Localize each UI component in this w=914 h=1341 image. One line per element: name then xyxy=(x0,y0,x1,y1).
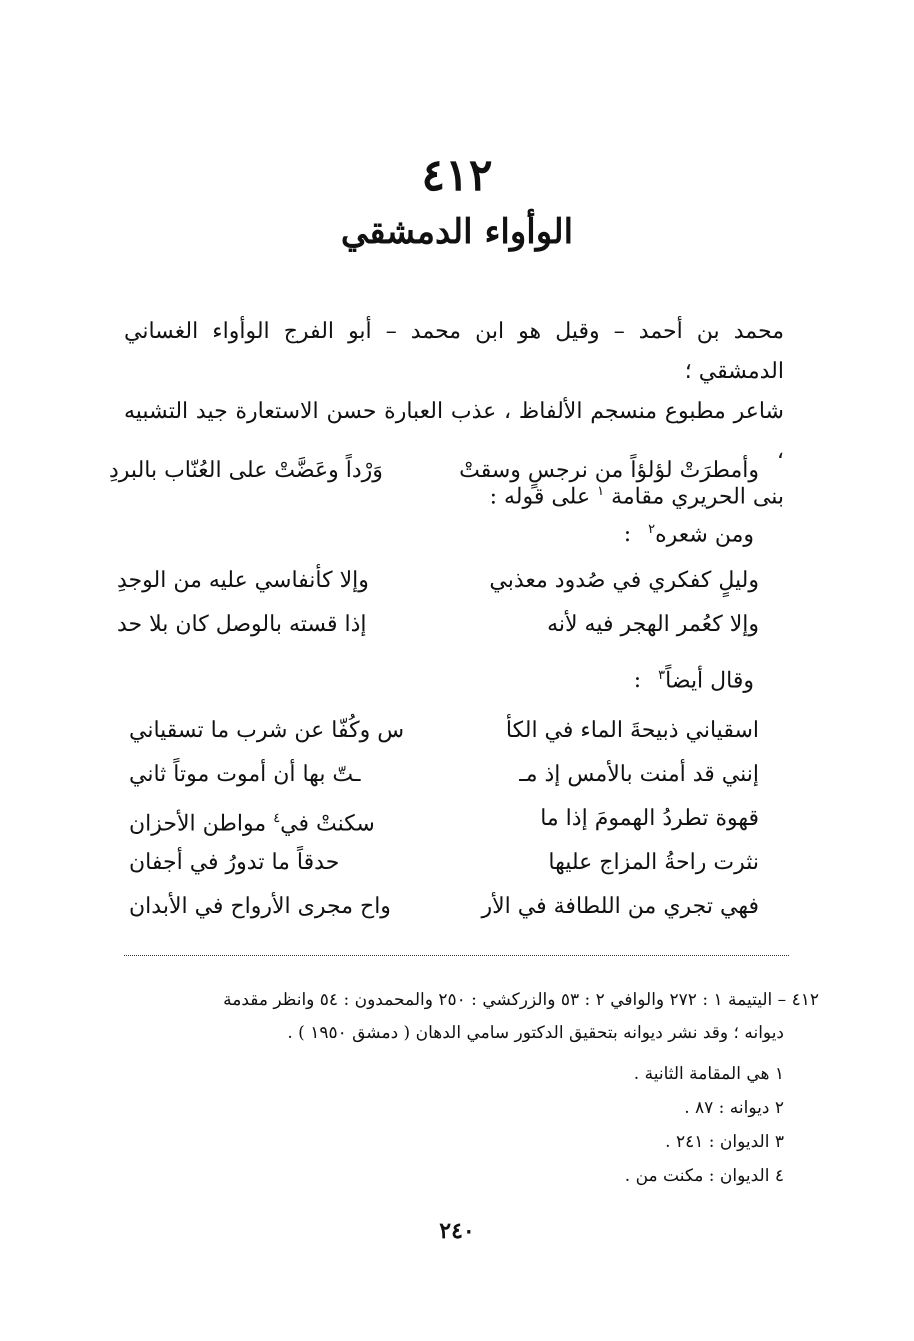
verse-hemistich-first: وليلٍ كفكري في صُدود معذبي xyxy=(489,568,759,593)
page-number: ٢٤٠ xyxy=(439,1218,475,1244)
footnote-item: ٤ الديوان : مكنت من . xyxy=(624,1166,784,1186)
entry-number: ٤١٢ xyxy=(421,150,493,201)
footnote-item: ١ هي المقامة الثانية . xyxy=(633,1064,784,1084)
poem-intro-2-colon: : xyxy=(623,522,632,548)
source-footnote-line-1: ٤١٢ – اليتيمة ١ : ٢٧٢ والوافي ٢ : ٥٣ والزركشي : ٢٥٠ والمحمدون : ٥٤ وانظر مقدمة xyxy=(223,990,819,1010)
verse-hemistich-second: ـتّ بها أن أموت موتاً ثاني xyxy=(129,762,361,787)
verse-hemistich-second: وَرْداً وعَضَّتْ على العُنّاب بالبردِ xyxy=(109,458,383,483)
verse-hemistich-second: س وكُفّا عن شرب ما تسقياني xyxy=(129,718,405,743)
footnote-ref-4: ٤ xyxy=(273,811,281,826)
verse-hemistich-first: إنني قد أمنت بالأمس إذ مـ xyxy=(519,762,759,787)
verse-line xyxy=(129,840,759,886)
footnote-item: ٣ الديوان : ٢٤١ . xyxy=(665,1132,784,1152)
entry-title: الوأواء الدمشقي xyxy=(340,212,574,252)
intro-line-3-end: على قوله : xyxy=(489,484,591,510)
intro-line-1: محمد بن أحمد – وقيل هو ابن محمد – أبو الفرج الوأواء الغساني الدمشقي ؛ xyxy=(124,319,784,384)
verse-line xyxy=(109,448,759,494)
verse-line xyxy=(129,796,759,842)
poem-intro-3-text: وقال أيضاً xyxy=(665,668,754,694)
verse-hemistich-second: واح مجرى الأرواح في الأبدان xyxy=(129,894,391,919)
verse-hemistich-first: وأمطرَتْ لؤلؤاً من نرجسٍ وسقتْ xyxy=(459,458,759,483)
verse-hemistich-first: اسقياني ذبيحةَ الماء في الكأ xyxy=(505,718,759,743)
verse-line xyxy=(129,752,759,798)
verse-hemistich-second: إذا قسته بالوصل كان بلا حد xyxy=(117,612,367,637)
verse-line xyxy=(117,558,759,604)
footnote-ref-3: ٣ xyxy=(658,668,666,683)
verse-line xyxy=(117,602,759,648)
poem-intro-2 xyxy=(624,510,754,555)
verse-hemistich-first: وإلا كعُمر الهجر فيه لأنه xyxy=(547,612,759,637)
verse-hemistich-first: قهوة تطردُ الهمومَ إذا ما xyxy=(540,806,759,831)
footnote-divider xyxy=(124,955,789,956)
footnote-item: ٢ ديوانه : ٨٧ . xyxy=(684,1098,784,1118)
footnote-ref-1: ١ xyxy=(597,484,605,499)
poem-intro-3 xyxy=(634,656,754,701)
verse-hemistich-second: حدقاً ما تدورُ في أجفان xyxy=(129,850,340,875)
verse-hemistich-first: نثرت راحةُ المزاج عليها xyxy=(548,850,759,875)
source-footnote xyxy=(97,984,819,1050)
verse-hemistich-second-start: سكنتْ في xyxy=(280,811,375,837)
verse-hemistich-second: وإلا كأنفاسي عليه من الوجدِ xyxy=(117,568,369,593)
intro-line-2: شاعر مطبوع منسجم الألفاظ ، عذب العبارة حسن الاستعارة جيد التشبيه ، xyxy=(124,399,784,464)
poem-intro-3-colon: : xyxy=(633,668,642,694)
intro-line-3-text: بنى الحريري مقامة xyxy=(611,484,784,510)
poem-intro-2-text: ومن شعره xyxy=(655,522,754,548)
footnote-ref-2: ٢ xyxy=(648,522,656,537)
verse-line xyxy=(129,884,759,930)
verse-hemistich-first: فهي تجري من اللطافة في الأر xyxy=(481,894,759,919)
verse-hemistich-second-end: مواطن الأحزان xyxy=(129,811,267,837)
verse-line xyxy=(129,708,759,754)
source-footnote-line-2: ديوانه ؛ وقد نشر ديوانه بتحقيق الدكتور سامي الدهان ( دمشق ١٩٥٠ ) . xyxy=(287,1023,784,1043)
